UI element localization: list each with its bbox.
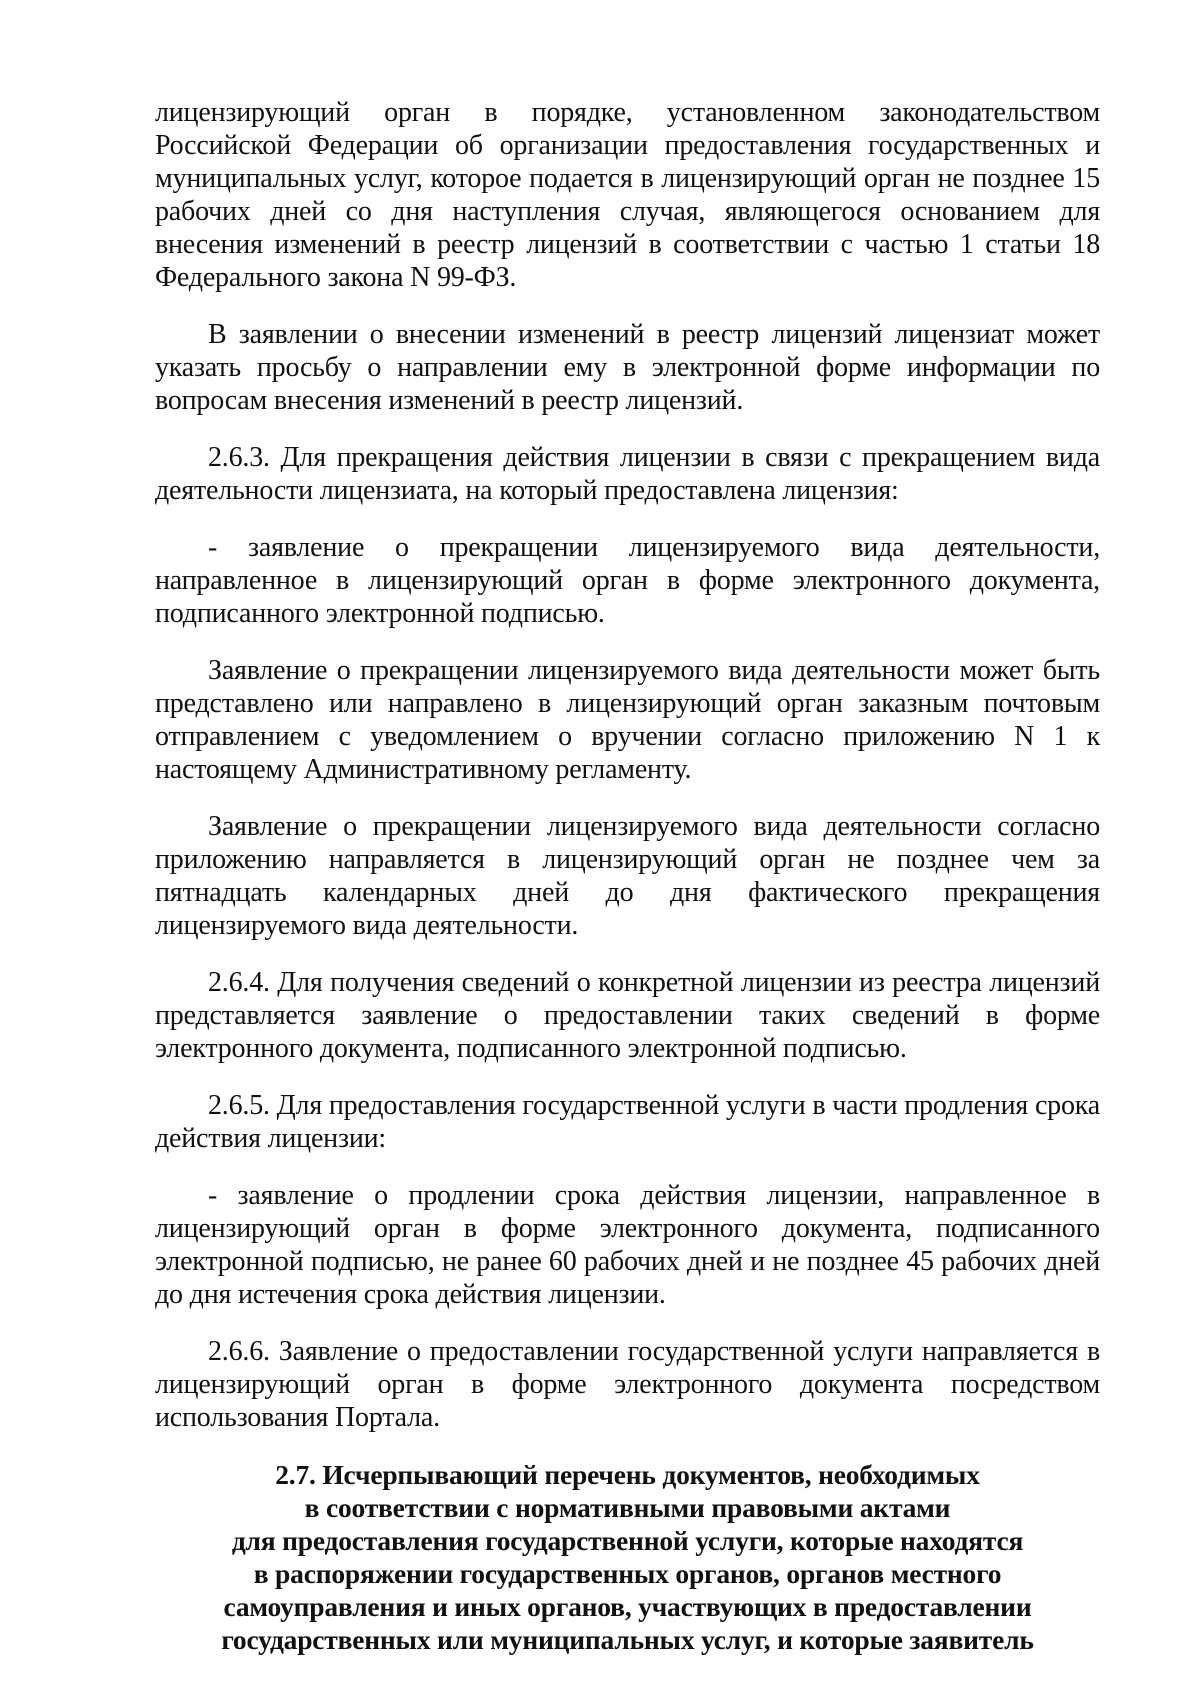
paragraph-registry-changes-request: В заявлении о внесении изменений в реестр лицензий лицензиат может указать просьбу о направлении ему в электронной форме информации по вопросам внесения изменений в реестр лицензий.: [155, 319, 1100, 416]
paragraph-termination-postal: Заявление о прекращении лицензируемого вида деятельности может быть представлено или направлено в лицензирующий орган заказным почтовым отправлением с уведомлением о вручении согласно приложению N 1 к настоящему Административному регламенту.: [155, 655, 1100, 785]
paragraph-extension-application: - заявление о продлении срока действия лицензии, направленное в лицензирующий орган в форме электронного документа, подписанного электронной подписью, не ранее 60 рабочих дней и не позднее 45 рабочих дней до дня истечения срока действия лицензии.: [155, 1180, 1100, 1310]
heading-line: самоуправления и иных органов, участвующих в предоставлении: [223, 1591, 1032, 1622]
section-heading-2-7: [155, 1458, 1100, 1656]
heading-line: 2.7. Исчерпывающий перечень документов, необходимых: [275, 1459, 980, 1490]
heading-line: в соответствии с нормативными правовыми актами: [304, 1492, 951, 1523]
heading-line: в распоряжении государственных органов, органов местного: [253, 1558, 1002, 1589]
paragraph-termination-application: - заявление о прекращении лицензируемого вида деятельности, направленное в лицензирующий орган в форме электронного документа, подписанного электронной подписью.: [155, 532, 1100, 629]
paragraph-2-6-6: 2.6.6. Заявление о предоставлении государственной услуги направляется в лицензирующий орган в форме электронного документа посредством использования Портала.: [155, 1336, 1100, 1433]
document-body: [155, 96, 1100, 1656]
paragraph-continuation: лицензирующий орган в порядке, установленном законодательством Российской Федерации об организации предоставления государственных и муниципальных услуг, которое подается в лицензирующий орган не позднее 15 рабочих дней со дня наступления случая, являющегося основанием для внесения изменений в реестр лицензий в соответствии с частью 1 статьи 18 Федерального закона N 99-ФЗ.: [155, 97, 1100, 293]
heading-line: для предоставления государственной услуги, которые находятся: [231, 1525, 1024, 1556]
heading-line: государственных или муниципальных услуг, и которые заявитель: [221, 1624, 1034, 1655]
paragraph-2-6-4: 2.6.4. Для получения сведений о конкретной лицензии из реестра лицензий представляется заявление о предоставлении таких сведений в форме электронного документа, подписанного электронной подписью.: [155, 967, 1100, 1064]
paragraph-2-6-3: 2.6.3. Для прекращения действия лицензии в связи с прекращением вида деятельности лицензиата, на который предоставлена лицензия:: [155, 442, 1100, 506]
paragraph-termination-deadline: Заявление о прекращении лицензируемого вида деятельности согласно приложению направляется в лицензирующий орган не позднее чем за пятнадцать календарных дней до дня фактического прекращения лицензируемого вида деятельности.: [155, 811, 1100, 941]
paragraph-2-6-5: 2.6.5. Для предоставления государственной услуги в части продления срока действия лицензии:: [155, 1090, 1100, 1154]
